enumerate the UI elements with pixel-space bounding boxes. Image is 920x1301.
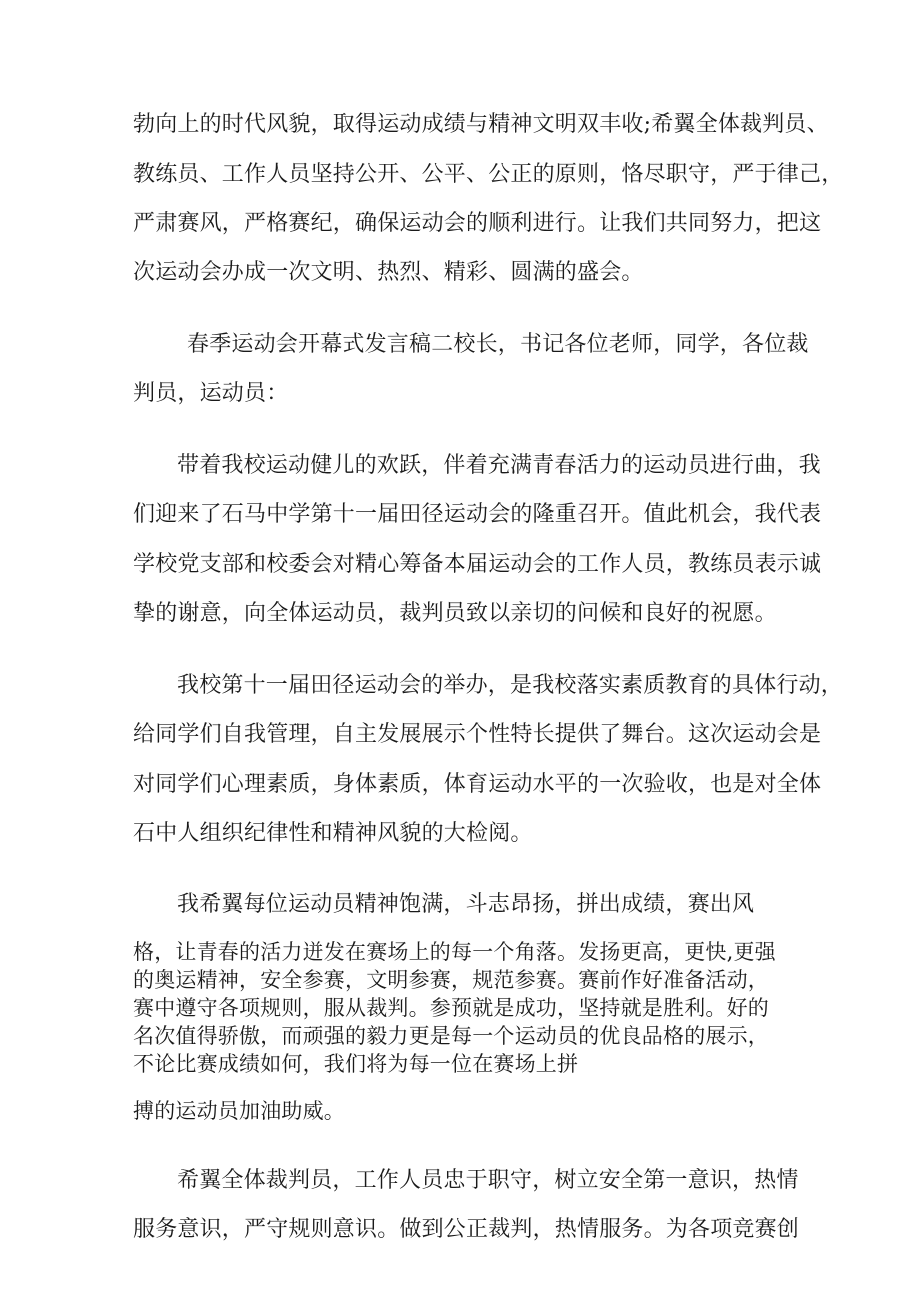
- text-line: 春季运动会开幕式发言稿二校长，书记各位老师，同学，各位裁: [187, 332, 809, 357]
- text-line: 石中人组织纪律性和精神风貌的大检阅。: [133, 821, 533, 846]
- text-line: 次运动会办成一次文明、热烈、精彩、圆满的盛会。: [133, 260, 644, 285]
- text-line: 名次值得骄傲，而顽强的毅力更是每一个运动员的优良品格的展示，: [133, 1024, 769, 1048]
- text-line: 赛中遵守各项规则，服从裁判。参预就是成功，坚持就是胜利。好的: [133, 996, 769, 1020]
- text-line: 对同学们心理素质，身体素质，体育运动水平的一次验收，也是对全体: [133, 772, 822, 797]
- text-line: 希翼全体裁判员，工作人员忠于职守，树立安全第一意识，热情: [177, 1168, 799, 1193]
- text-line: 带着我校运动健儿的欢跃，伴着充满青春活力的运动员进行曲，我: [177, 453, 821, 478]
- text-line: 学校党支部和校委会对精心筹备本届运动会的工作人员，教练员表示诚: [133, 552, 822, 577]
- text-line: 不论比赛成绩如何，我们将为每一位在赛场上拼: [133, 1052, 579, 1076]
- text-line: 格，让青春的活力迸发在赛场上的每一个角落。发扬更高，更快,更强: [133, 940, 776, 964]
- text-line: 勃向上的时代风貌，取得运动成绩与精神文明双丰收;希翼全体裁判员、: [133, 112, 829, 137]
- text-line: 我校第十一届田径运动会的举办，是我校落实素质教育的具体行动，: [177, 673, 844, 698]
- text-line: 给同学们自我管理，自主发展展示个性特长提供了舞台。这次运动会是: [133, 722, 822, 747]
- text-line: 搏的运动员加油助威。: [133, 1099, 345, 1123]
- text-line: 判员，运动员：: [133, 381, 289, 406]
- text-line: 挚的谢意，向全体运动员，裁判员致以亲切的问候和良好的祝愿。: [133, 601, 777, 626]
- text-line: 教练员、工作人员坚持公开、公平、公正的原则，恪尽职守，严于律己，: [133, 162, 844, 187]
- text-line: 严肃赛风，严格赛纪，确保运动会的顺利进行。让我们共同努力，把这: [133, 211, 822, 236]
- text-line: 的奥运精神，安全参赛，文明参赛，规范参赛。赛前作好准备活动，: [133, 968, 769, 992]
- text-line: 我希翼每位运动员精神饱满，斗志昂扬，拼出成绩，赛出风: [177, 892, 755, 917]
- text-line: 们迎来了石马中学第十一届田径运动会的隆重召开。值此机会，我代表: [133, 502, 822, 527]
- text-line: 服务意识，严守规则意识。做到公正裁判，热情服务。为各项竞赛创: [133, 1217, 800, 1242]
